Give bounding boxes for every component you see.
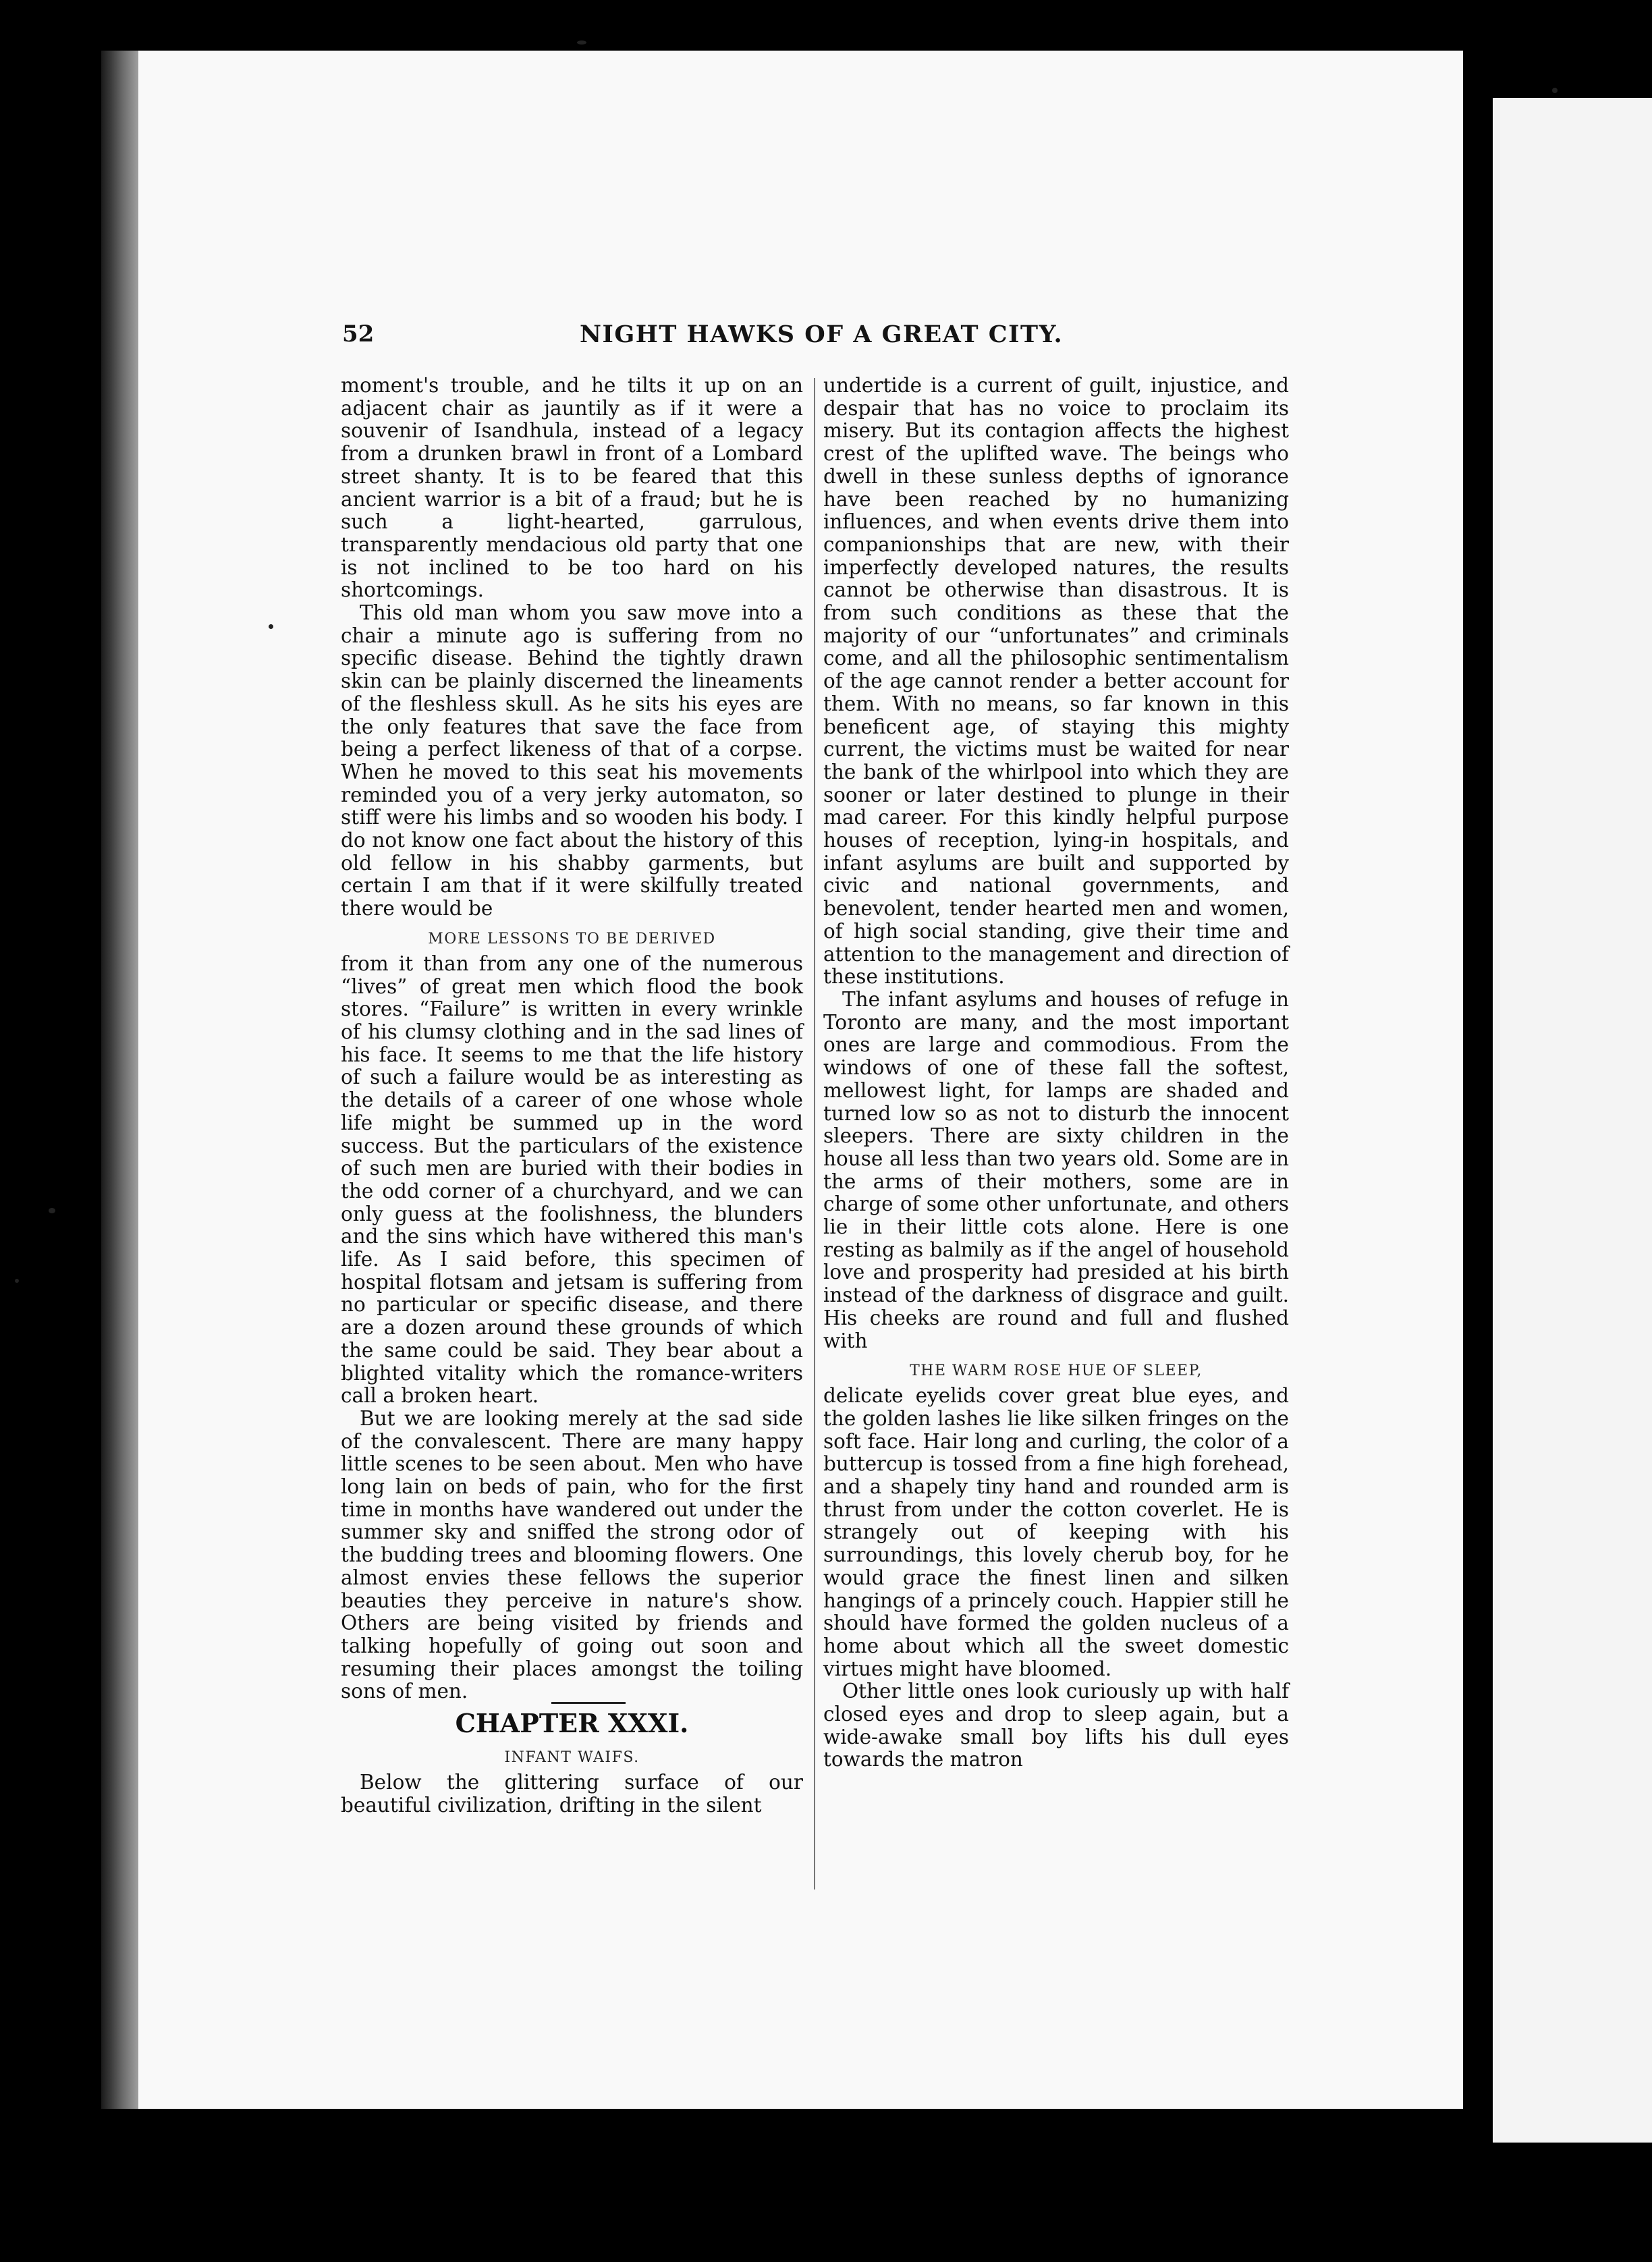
paragraph: from it than from any one of the numerous “lives” of great men which flood the book stores. “Failure” is written in every wrinkle of his clumsy clothing and in the sad lines of his face. It seems to me that the life history of such a failure would be as interesting as the details of a career of one whose whole life might be summed up in the word success. But the particulars of the existence of such men are buried with their bodies in the odd corner of a churchyard, and we can only guess at the foolishness, the blunders and the sins which have withered this man's life. As I said before, this specimen of hospital flotsam and jetsam is suffering from no particular or specific disease, and there are a dozen around these grounds of which the same could be said. They bear about a blighted vitality which the romance-writers call a broken heart. <box>341 951 803 1408</box>
page-number: 52 <box>342 321 375 348</box>
chapter-rule <box>551 1702 626 1704</box>
paragraph: undertide is a current of guilt, injustice, and despair that has no voice to proclaim its misery. But its contagion affects the highest crest of the uplifted wave. The beings who dwell in these sunless depths of ignorance have been reached by no humanizing influences, and when events drive them into companionships that are new, with their imperfectly developed natures, the results cannot be otherwise than disastrous. It is from such conditions as these that the majority of our “unfortunates” and criminals come, and all the philosophic sentimentalism of the age cannot render a better account for them. With no means, so far known in this beneficent age, of staying this mighty current, the victims must be waited for near the bank of the whirlpool into which they are sooner or later destined to plunge in their mad career. For this kindly helpful purpose houses of reception, lying-in hospitals, and infant asylums are built and supported by civic and national governments, and benevolent, tender hearted men and women, of high social standing, give their time and attention to the management and direction of these institutions. <box>823 374 1289 989</box>
column-divider <box>814 378 815 1889</box>
scan-speck <box>49 1208 55 1213</box>
running-title: NIGHT HAWKS OF A GREAT CITY. <box>580 321 1064 348</box>
paragraph: Other little ones look curiously up with half closed eyes and drop to sleep again, but a wide-awake small boy lifts his dull eyes towards the matron <box>823 1680 1289 1771</box>
section-subhead: THE WARM ROSE HUE OF SLEEP, <box>910 1362 1203 1380</box>
scan-speck <box>269 624 273 629</box>
paragraph: moment's trouble, and he tilts it up on an adjacent chair as jauntily as if it were a souvenir of Isandhula, instead of a legacy from a drunken brawl in front of a Lombard street shanty. It is to be feared that this ancient warrior is a bit of a fraud; but he is such a light-hearted, garrulous, transparently mendacious old party that one is not inclined to be too hard on his shortcomings. <box>341 374 803 602</box>
scan-speck <box>1552 88 1558 93</box>
section-subhead: MORE LESSONS TO BE DERIVED <box>428 930 716 947</box>
chapter-title: CHAPTER XXXI. <box>455 1708 689 1739</box>
paragraph: This old man whom you saw move into a chair a minute ago is suffering from no specific disease. Behind the tightly drawn skin can be plainly discerned the lineaments of the fleshless skull. As he sits his eyes are the only features that save the face from being a perfect likeness of that of a corpse. When he moved to this seat his movements reminded you of a very jerky automaton, so stiff were his limbs and so wooden his body. I do not know one fact about the history of this old fellow in his shabby garments, but certain I am that if it were skilfully treated there would be <box>341 601 803 920</box>
right-column <box>823 375 1289 1771</box>
paragraph: The infant asylums and houses of refuge in Toronto are many, and the most important ones are large and commodious. From the windows of one of these fall the softest, mellowest light, for lamps are shaded and turned low so as not to disturb the innocent sleepers. There are sixty children in the house all less than two years old. Some are in the arms of their mothers, some are in charge of some other unfortunate, and others lie in their little cots alone. Here is one resting as balmily as if the angel of household love and prosperity had presided at his birth instead of the darkness of disgrace and guilt. His cheeks are round and full and flushed with <box>823 987 1289 1352</box>
paragraph: delicate eyelids cover great blue eyes, and the golden lashes lie like silken fringes on the soft face. Hair long and curling, the color of a buttercup is tossed from a fine high forehead, and a shapely tiny hand and rounded arm is thrust from under the cotton coverlet. He is strangely out of keeping with his surroundings, this lovely cherub boy, for he would grace the finest linen and silken hangings of a princely couch. Happier still he should have formed the golden nucleus of a home about which all the sweet domestic virtues might have bloomed. <box>823 1384 1289 1680</box>
facing-page-edge <box>1493 98 1652 2143</box>
paragraph: But we are looking merely at the sad side of the convalescent. There are many happy little scenes to be seen about. Men who have long lain on beds of pain, who for the first time in months have wandered out under the summer sky and sniffed the strong odor of the budding trees and blooming flowers. One almost envies these fellows the superior beauties they perceive in nature's show. Others are being visited by friends and talking hopefully of going out soon and resuming their places amongst the toiling sons of men. <box>341 1406 803 1703</box>
scan-speck <box>577 40 586 45</box>
page-header <box>342 321 1105 361</box>
chapter-subtitle: INFANT WAIFS. <box>504 1749 640 1767</box>
scan-speck <box>15 1279 19 1283</box>
paragraph: Below the glittering surface of our beautiful civilization, drifting in the silent <box>341 1771 803 1817</box>
left-column <box>341 375 803 1817</box>
